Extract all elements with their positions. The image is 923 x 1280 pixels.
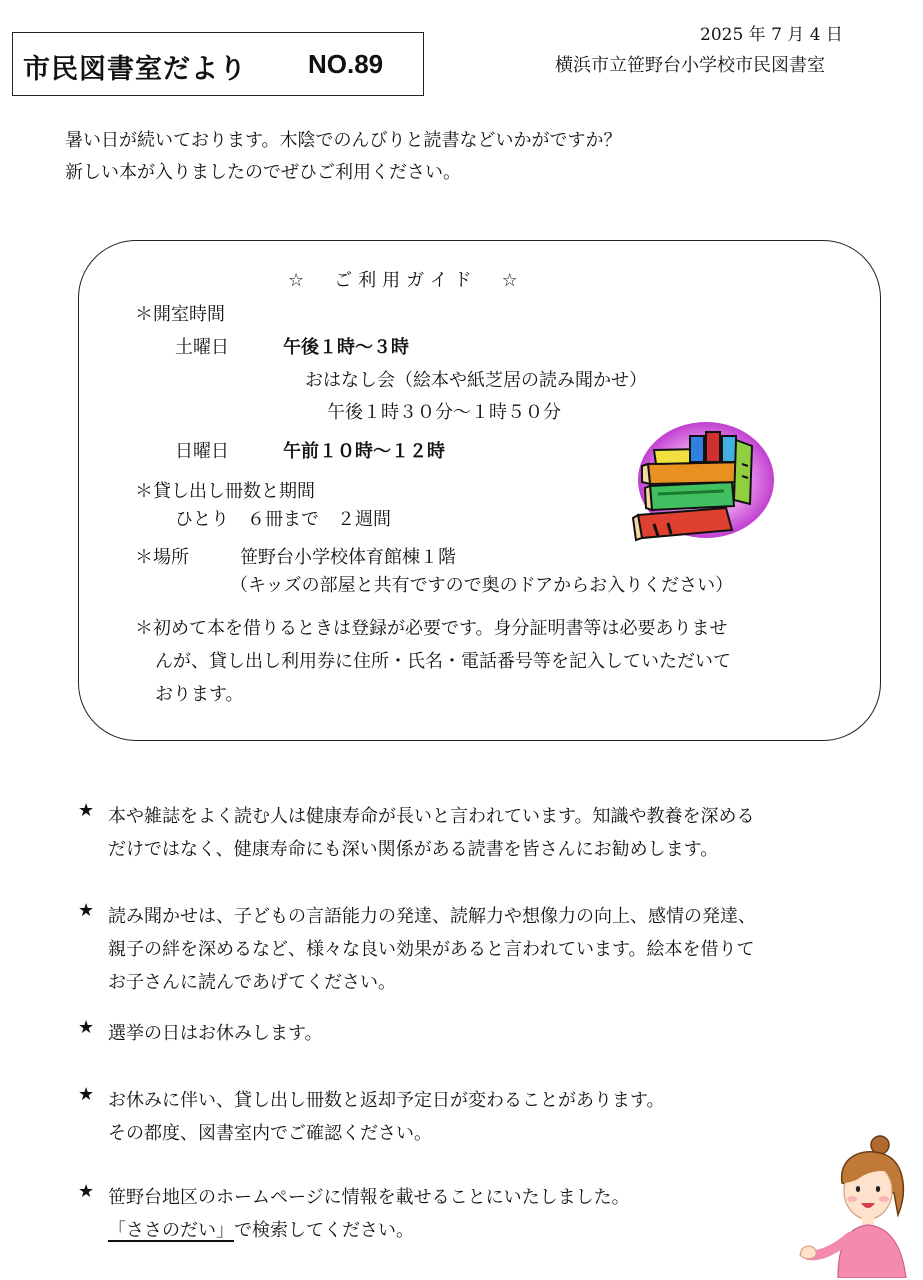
note-line: 読み聞かせは、子どもの言語能力の発達、読解力や想像力の向上、感情の発達、: [108, 906, 756, 927]
star-icon: ★: [78, 1181, 95, 1202]
star-icon: ★: [78, 1017, 95, 1038]
note-line: お休みに伴い、貸し出し冊数と返却予定日が変わることがあります。: [108, 1090, 665, 1111]
star-icon: ★: [78, 800, 95, 821]
organization-name: 横浜市立笹野台小学校市民図書室: [555, 55, 825, 76]
saturday-time: 午後１時～３時: [283, 337, 409, 358]
note-line: 笹野台地区のホームページに情報を載せることにいたしました。: [108, 1187, 630, 1208]
sunday-label: 日曜日: [175, 441, 229, 462]
loan-detail: ひとり ６冊まで ２週間: [175, 509, 391, 530]
issue-date: 2025 年 7 月 4 日: [700, 25, 843, 45]
note-election: [78, 1017, 888, 1050]
star-icon: ★: [78, 900, 95, 921]
sunday-time: 午前１０時～１２時: [283, 441, 445, 462]
loan-heading: ＊貸し出し冊数と期間: [135, 481, 315, 502]
place-heading: ＊場所: [135, 547, 189, 568]
issue-number: NO.89: [308, 49, 384, 79]
note-line: 選挙の日はお休みします。: [108, 1023, 323, 1044]
note-read-aloud: [78, 900, 888, 999]
intro-line-2: 新しい本が入りましたのでぜひご利用ください。: [65, 162, 461, 183]
registration-line-3: おります。: [155, 684, 244, 705]
note-health: [78, 800, 888, 866]
search-term: 「ささのだい」: [108, 1220, 234, 1241]
note-line: お子さんに読んであげてください。: [108, 972, 396, 993]
registration-line-2: んが、貸し出し利用券に住所・氏名・電話番号等を記入していただいて: [155, 651, 731, 672]
guide-title: ☆ ご利用ガイド ☆: [288, 270, 524, 291]
registration-line-1: ＊初めて本を借りるときは登録が必要です。身分証明書等は必要ありませ: [135, 618, 728, 639]
place-name: 笹野台小学校体育館棟１階: [240, 547, 456, 568]
note-line: 親子の絆を深めるなど、様々な良い効果があると言われています。絵本を借りて: [108, 939, 755, 960]
newsletter-title: 市民図書室だより: [23, 54, 247, 85]
note-line: 本や雑誌をよく読む人は健康寿命が長いと言われています。知識や教養を深める: [108, 806, 755, 827]
search-instruction: [108, 1214, 888, 1247]
search-suffix: で検索してください。: [234, 1220, 414, 1241]
story-event: おはなし会（絵本や紙芝居の読み聞かせ）: [305, 370, 647, 391]
note-line: その都度、図書室内でご確認ください。: [108, 1123, 432, 1144]
star-icon: ★: [78, 1084, 95, 1105]
note-homepage: [78, 1181, 888, 1247]
note-closure: [78, 1084, 888, 1150]
hours-heading: ＊開室時間: [135, 304, 225, 325]
book-stack-icon: [628, 420, 778, 545]
note-line: だけではなく、健康寿命にも深い関係がある読書を皆さんにお勧めします。: [108, 839, 719, 860]
story-time: 午後１時３０分～１時５０分: [327, 402, 561, 423]
woman-pointing-icon: [798, 1133, 918, 1278]
intro-line-1: 暑い日が続いております。木陰でのんびりと読書などいかがですか？: [65, 130, 622, 151]
place-note: （キッズの部屋と共有ですので奥のドアからお入りください）: [230, 575, 734, 596]
newsletter-title-box: [12, 32, 424, 96]
saturday-label: 土曜日: [175, 337, 229, 358]
